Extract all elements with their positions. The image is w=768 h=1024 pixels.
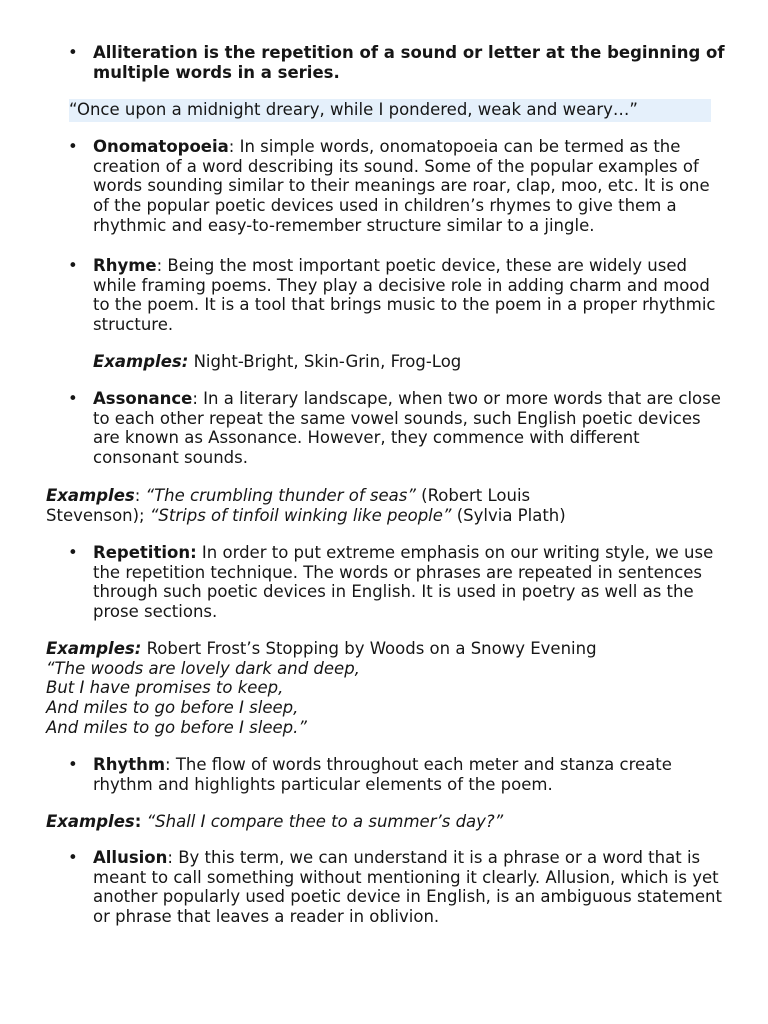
list-item-repetition <box>68 543 725 622</box>
bullet: • <box>68 543 78 562</box>
list-item-rhyme <box>68 256 725 335</box>
definition: In order to put extreme emphasis on our writing style, we use the repetition technique. The words or phrases are repeated in sentences through such poetic devices in English. It is used in poetry as well as the prose sections. <box>93 543 714 622</box>
rhyme-examples <box>93 352 725 372</box>
examples-label: Examples <box>46 812 135 831</box>
assonance-examples <box>46 486 606 525</box>
term: Allusion <box>93 848 168 867</box>
alliteration-definition: Alliteration is the repetition of a sound or letter at the beginning of multiple words in a series. <box>93 43 725 82</box>
list-item-onomatopoeia <box>68 137 725 236</box>
example-quote-1: “The crumbling thunder of seas” <box>145 486 416 505</box>
definition: : By this term, we can understand it is a phrase or a word that is meant to call something without mentioning it clearly. Allusion, which is yet another popularly used poetic device in English, is an ambiguous statement or phrase that leaves a reader in oblivion. <box>93 848 722 927</box>
list-item-allusion <box>68 848 725 927</box>
bullet: • <box>68 137 78 156</box>
list-item-assonance <box>68 389 725 468</box>
bullet: • <box>68 848 78 867</box>
rhythm-examples <box>46 812 726 832</box>
term: Rhyme <box>93 256 157 275</box>
term: Onomatopoeia <box>93 137 229 156</box>
bullet: • <box>68 256 78 275</box>
colon: : <box>134 812 142 831</box>
poem-line: And miles to go before I sleep.” <box>46 717 307 737</box>
poem-line: And miles to go before I sleep, <box>46 698 299 718</box>
definition: : Being the most important poetic device, these are widely used while framing poems. They play a decisive role in adding charm and mood to the poem. It is a tool that brings music to the poem in a proper rhythmic structure. <box>93 256 716 335</box>
term: Repetition: <box>93 543 197 562</box>
alliteration-quote: “Once upon a midnight dreary, while I pondered, weak and weary…” <box>69 100 638 119</box>
example-quote-2: “Strips of tinfoil winking like people” <box>149 505 452 525</box>
definition: : In a literary landscape, when two or more words that are close to each other repeat the same vowel sounds, such English poetic devices are known as Assonance. However, they commence with different consonant sounds. <box>93 389 721 468</box>
examples-source: Robert Frost’s Stopping by Woods on a Snowy Evening <box>141 639 597 658</box>
bullet: • <box>68 755 78 774</box>
examples-text: Night-Bright, Skin-Grin, Frog-Log <box>188 352 462 371</box>
definition: : The flow of words throughout each meter and stanza create rhythm and highlights particular elements of the poem. <box>93 755 672 794</box>
repetition-examples <box>46 639 726 738</box>
list-item-alliteration <box>68 43 725 82</box>
bullet: • <box>68 389 78 408</box>
definition: : In simple words, onomatopoeia can be termed as the creation of a word describing its sound. Some of the popular examples of words sounding similar to their meanings are roar, clap, moo, etc. It is one of the popular poetic devices used in children’s rhymes to give them a rhythmic and easy-to-remember structure similar to a jingle. <box>93 137 710 235</box>
term: Rhythm <box>93 755 166 774</box>
poem-line: “The woods are lovely dark and deep, <box>46 658 360 678</box>
example-author-2: (Sylvia Plath) <box>451 505 566 525</box>
examples-quote: “Shall I compare thee to a summer’s day?” <box>141 812 504 831</box>
examples-label: Examples <box>46 486 135 505</box>
example-author-1: (Robert Louis Stevenson); <box>46 486 531 525</box>
list-item-rhythm <box>68 755 725 794</box>
separator: : <box>134 486 146 505</box>
examples-label: Examples: <box>93 352 189 371</box>
poem-line: But I have promises to keep, <box>46 678 284 698</box>
bullet: • <box>68 43 78 62</box>
examples-label: Examples: <box>46 639 142 658</box>
term: Assonance <box>93 389 193 408</box>
